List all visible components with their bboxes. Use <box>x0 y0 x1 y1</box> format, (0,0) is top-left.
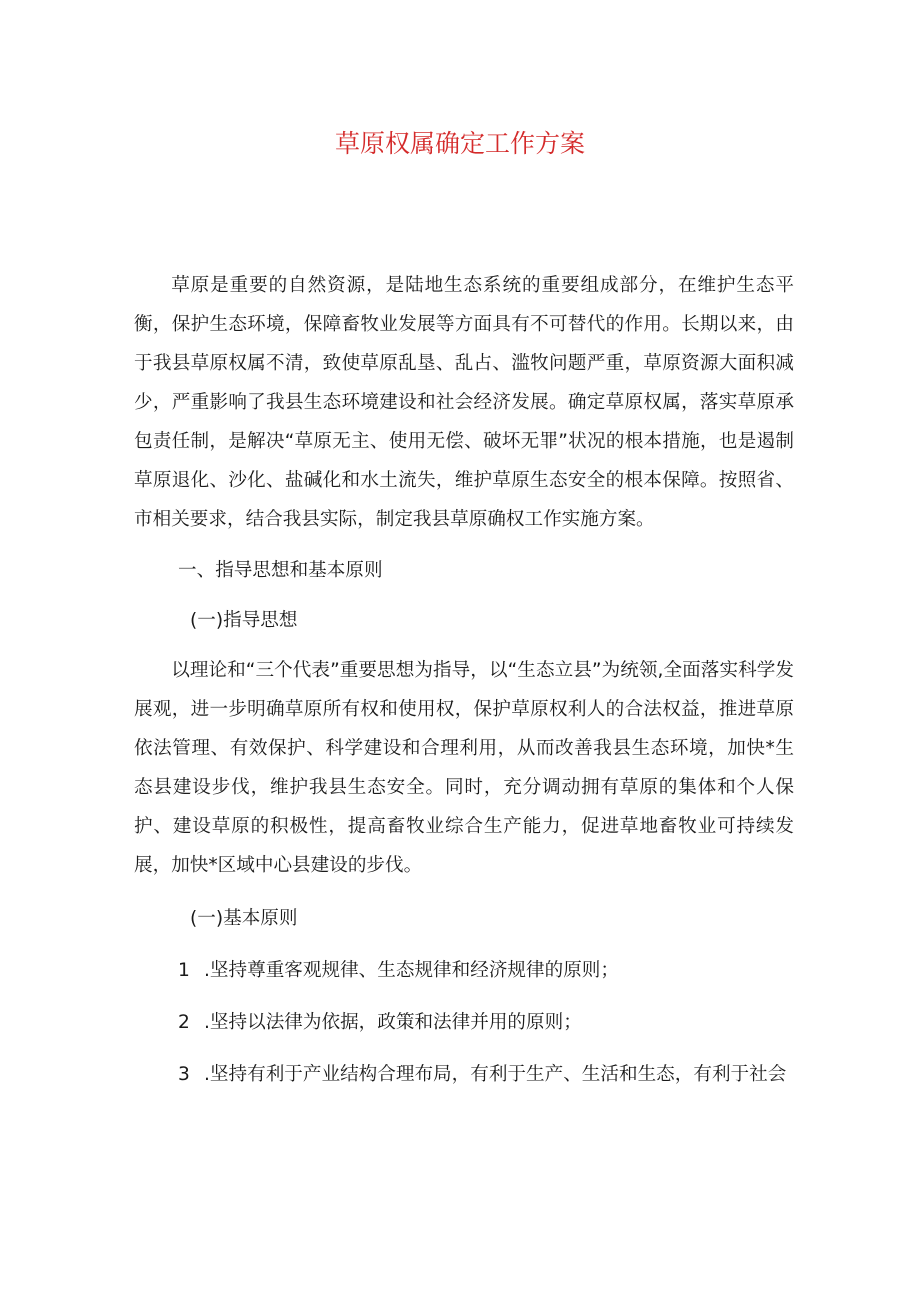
guiding-ideology-paragraph: 以理论和“三个代表”重要思想为指导，以“生态立县”为统领,全面落实科学发展观，进一步明确草原所有权和使用权，保护草原权利人的合法权益，推进草原依法管理、有效保护、科学建设和合理利用，从而改善我县生态环境，加快*生态县建设步伐，维护我县生态安全。同时，充分调动拥有草原的集体和个人保护、建设草原的积极性，提高畜牧业综合生产能力，促进草地畜牧业可持续发展，加快*区域中心县建设的步伐。 <box>134 660 794 876</box>
list-item <box>134 1003 794 1043</box>
list-item-text: .坚持尊重客观规律、生态规律和经济规律的原则； <box>204 960 619 981</box>
list-item-number: 1 <box>178 960 190 981</box>
intro-paragraph: 草原是重要的自然资源，是陆地生态系统的重要组成部分，在维护生态平衡，保护生态环境，保障畜牧业发展等方面具有不可替代的作用。长期以来，由于我县草原权属不清，致使草原乱垦、乱占、滥牧问题严重，草原资源大面积减少，严重影响了我县生态环境建设和社会经济发展。确定草原权属，落实草原承包责任制，是解决“草原无主、使用无偿、破坏无罪”状况的根本措施，也是遏制草原退化、沙化、盐碱化和水土流失，维护草原生态安全的根本保障。按照省、市相关要求，结合我县实际，制定我县草原确权工作实施方案。 <box>134 275 794 530</box>
list-item-number: 2 <box>178 1012 190 1033</box>
list-item-text: .坚持有利于产业结构合理布局，有利于生产、生活和生态，有利于社会 <box>204 1064 787 1085</box>
list-item-text: .坚持以法律为依据，政策和法律并用的原则； <box>204 1012 582 1033</box>
list-item <box>134 951 794 991</box>
document-title: 草原权属确定工作方案 <box>334 129 585 158</box>
subsection-heading-guiding-ideology: (一)指导思想 <box>190 610 298 631</box>
section-heading-guiding-and-principles: 一、指导思想和基本原则 <box>178 560 383 581</box>
list-item <box>134 1055 794 1095</box>
list-item-number: 3 <box>178 1064 190 1085</box>
document-body <box>134 266 794 1095</box>
subsection-heading-basic-principles: (一)基本原则 <box>190 908 298 929</box>
